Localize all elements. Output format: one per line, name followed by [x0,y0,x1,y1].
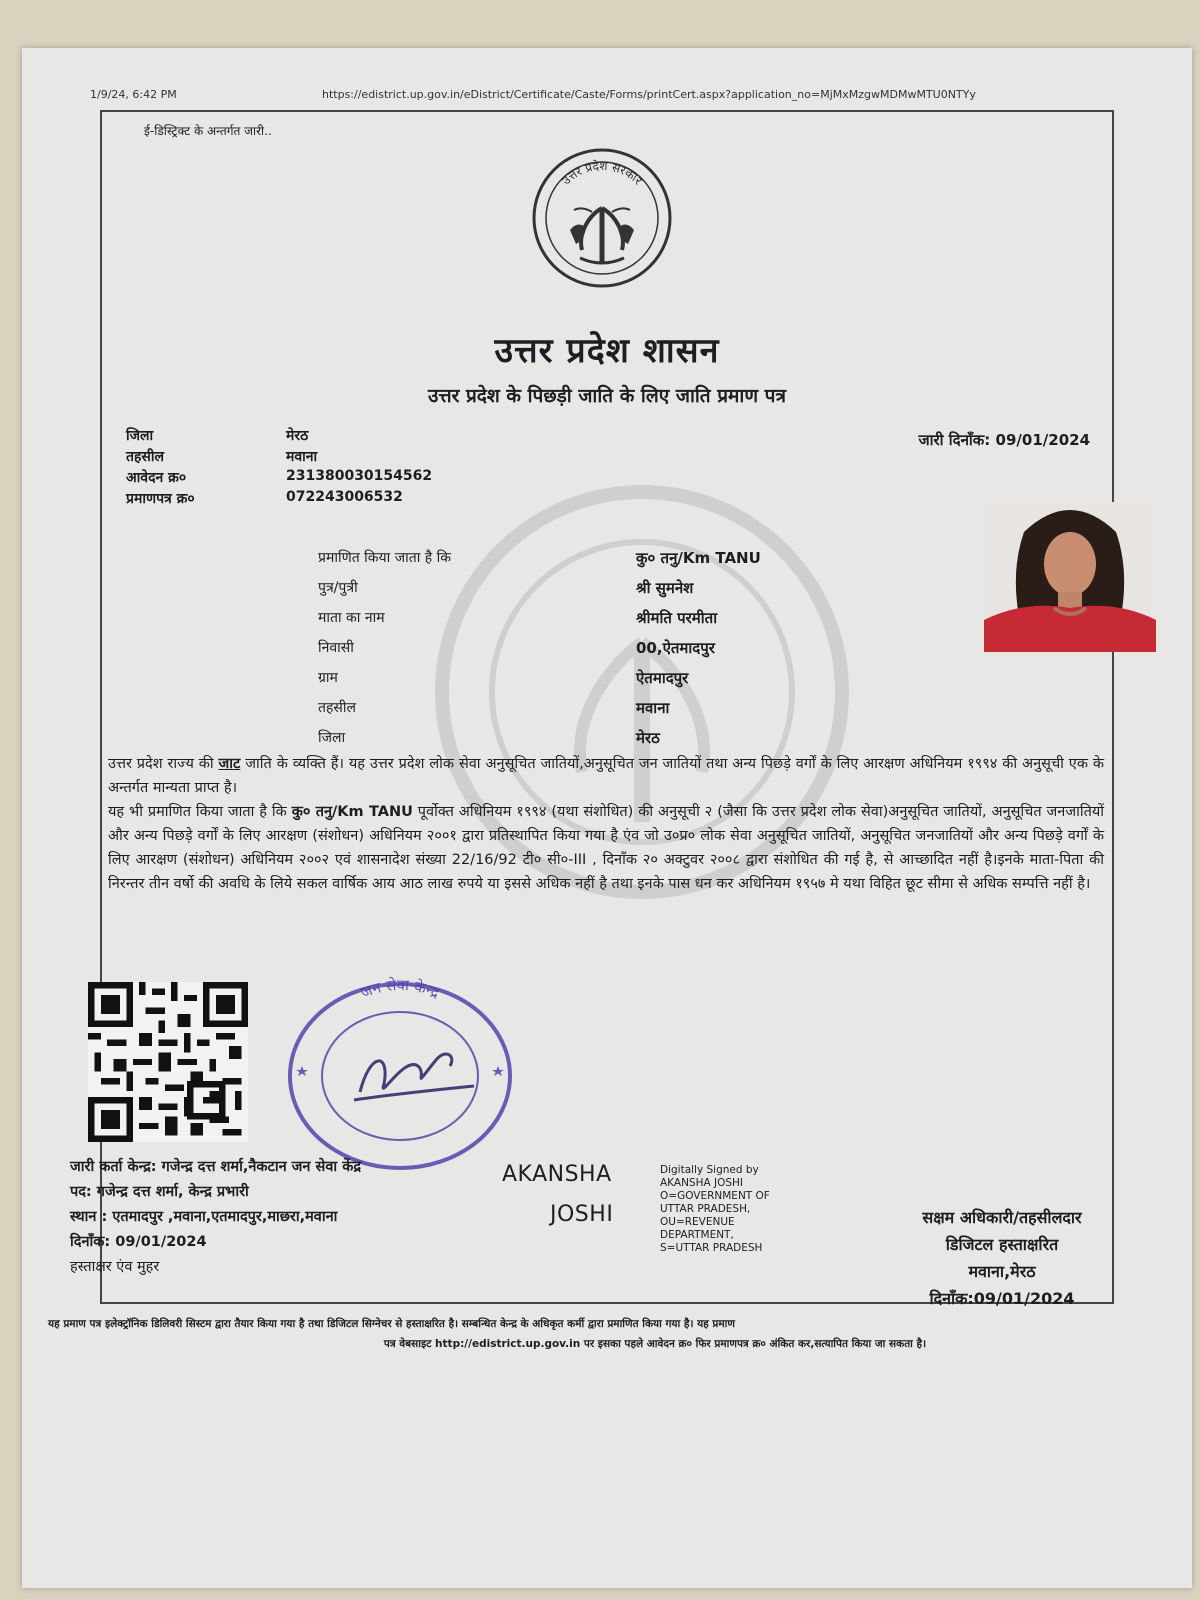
meta-label: जिला [126,428,154,444]
issuer-post: पद: गजेन्द्र दत्त शर्मा, केन्द्र प्रभारी [70,1184,249,1200]
caste-paragraph [108,752,1104,800]
officer-date: दिनाँक:09/01/2024 [929,1289,1075,1308]
detail-label: जिला [318,730,346,746]
meta-row-application-no [126,468,546,489]
detail-value: ऐतमादपुर [636,669,689,687]
issuer-centre: जारी कर्ता केन्द्र: गजेन्द्र दत्त शर्मा,नैकटान जन सेवा केंद्र [70,1159,362,1175]
detail-value: श्री सुमनेश [636,579,694,597]
digital-signature-details [660,1164,770,1255]
detail-row-father [318,578,878,608]
meta-value: 231380030154562 [286,468,433,484]
print-timestamp: 1/9/24, 6:42 PM [90,88,177,101]
meta-value: मवाना [286,449,318,465]
digital-sign-line: DEPARTMENT, [660,1229,734,1241]
competent-officer [872,1206,1132,1314]
issued-under-note: ई-डिस्ट्रिक्ट के अन्तर्गत जारी.. [144,124,272,138]
emblem-text: उत्तर प्रदेश सरकार [559,158,646,188]
detail-value: कु० तनु/Km TANU [636,549,761,567]
digital-sign-line: S=UTTAR PRADESH [660,1242,763,1254]
meta-value: 072243006532 [286,489,403,505]
issuing-centre [70,1156,361,1281]
detail-value: 00,ऐतमादपुर [636,639,715,657]
application-meta [126,426,546,510]
detail-row-mother [318,608,878,638]
svg-text:उत्तर प्रदेश सरकार [559,159,646,188]
meta-label: प्रमाणपत्र क्र० [126,491,195,507]
detail-value: मवाना [636,699,670,717]
detail-row-tehsil [318,698,878,728]
meta-label: आवेदन क्र० [126,470,187,486]
digital-sign-line: UTTAR PRADESH, [660,1203,751,1215]
certificate-body [108,752,1104,896]
detail-label: पुत्र/पुत्री [318,580,358,596]
officer-place: मवाना,मेरठ [968,1262,1036,1281]
digital-signature-name [502,1162,613,1242]
issue-date [918,430,1090,450]
issue-date-value: 09/01/2024 [995,431,1090,449]
officer-title: सक्षम अधिकारी/तहसीलदार [922,1208,1082,1227]
centre-seal-stamp [272,972,528,1172]
up-government-emblem-icon [530,146,674,290]
issuer-sign-label: हस्ताक्षर एंव मुहर [70,1259,160,1275]
para1-prefix: उत्तर प्रदेश राज्य की [108,756,214,772]
declaration-paragraph [108,800,1104,896]
issuer-date: दिनाँक: 09/01/2024 [70,1234,207,1250]
para2-rest: पूर्वोक्त अधिनियम १९९४ (यथा संशोधित) की अनुसूची २ (जैसा कि उत्तर प्रदेश लोक सेवा)अनुसूचित जातियों, अनुसूचित जनजातियों और अन्य पिछड़े वर्गों के लिए आरक्षण (संशोधन) अधिनियम २००१ द्वारा प्रतिस्थापित किया गया है एंव जो उ०प्र० लोक सेवा अनुसूचित जातियों, अनुसूचित जनजातियों और अन्य पिछड़े वर्गों के लिए आरक्षण (संशोधन) अधिनियम २००२ एवं शासनादेश संख्या 22/16/92 टी० सी०-III , दिनाँक २० अक्टुवर २००८ द्वारा संशोधित की गई है, से आच्छादित नहीं है।इनके माता-पिता की निरन्तर तीन वर्षो की अवधि के लिये सकल वार्षिक आय आठ लाख रुपये या इससे अधिक नहीं है तथा इनके पास धन कर अधिनियम १९५७ मे यथा विहित छूट सीमा से अधिक सम्पत्ति नहीं है। [108,804,1105,892]
meta-row-tehsil [126,447,546,468]
signer-first-name: AKANSHA [502,1162,612,1187]
print-url: https://edistrict.up.gov.in/eDistrict/Certificate/Caste/Forms/printCert.aspx?application_no=MjMxMzgwMDMwMTU0NTYy [322,88,976,101]
footer-line-1: यह प्रमाण पत्र इलेक्ट्रॉनिक डिलिवरी सिस्टम द्वारा तैयार किया गया है तथा डिजिटल सिग्नेचर से हस्ताक्षरित है। सम्बन्धित केन्द्र के अधिकृत कर्मी द्वारा प्रमाणित किया गया है। यह प्रमाण [48,1318,735,1330]
detail-label: निवासी [318,640,354,656]
detail-value: मेरठ [636,729,660,747]
print-header [90,88,1172,106]
signer-last-name: JOSHI [550,1202,614,1227]
certificate-sheet [22,48,1192,1588]
applicant-photo [984,502,1156,652]
verification-footer [48,1314,1200,1354]
applicant-details [318,548,878,758]
seal-text: जन सेवा केन्द्र [358,975,443,1003]
footer-line-2: पत्र वेबसाइट http://edistrict.up.gov.in पर इसका पहले आवेदन क्र० फिर प्रमाणपत्र क्र० अंकित कर,सत्यापित किया जा सकता है। [383,1338,927,1350]
meta-row-district [126,426,546,447]
para1-rest: जाति के व्यक्ति हैं। यह उत्तर प्रदेश लोक सेवा अनुसूचित जातियों,अनुसूचित जन जातियों तथा अन्य पिछड़े वर्गों के लिए आरक्षण अधिनियम १९९४ की अनुसूची एक के अन्तर्गत मान्यता प्राप्त है। [108,756,1104,796]
officer-sign: डिजिटल हस्ताक्षरित [945,1235,1059,1254]
detail-label: प्रमाणित किया जाता है कि [318,550,452,566]
certificate-subtitle: उत्तर प्रदेश के पिछड़ी जाति के लिए जाति प्रमाण पत्र [428,385,786,407]
detail-label: तहसील [318,700,356,716]
digital-sign-line: O=GOVERNMENT OF [660,1190,770,1202]
digital-sign-line: Digitally Signed by [660,1164,759,1176]
digital-sign-line: AKANSHA JOSHI [660,1177,744,1189]
certificate-frame [48,110,1114,1350]
issue-date-label: जारी दिनाँक: [918,431,991,449]
svg-text:जन सेवा केन्द्र [358,976,443,1003]
para2-applicant-name: कु० तनु/Km TANU [291,804,413,820]
detail-label: माता का नाम [318,610,385,626]
digital-sign-line: OU=REVENUE [660,1216,735,1228]
meta-label: तहसील [126,449,164,465]
detail-label: ग्राम [318,670,338,686]
qr-code-icon [88,982,248,1142]
detail-row-resident [318,638,878,668]
meta-value: मेरठ [286,428,309,444]
meta-row-certificate-no [126,489,546,510]
detail-value: श्रीमति परमीता [636,609,718,627]
detail-row-name [318,548,878,578]
para2-prefix: यह भी प्रमाणित किया जाता है कि [108,804,287,820]
certificate-title: उत्तर प्रदेश शासन [494,331,720,371]
caste-name: जाट [218,756,241,772]
issuer-place: स्थान : एतमादपुर ,मवाना,एतमादपुर,माछरा,मवाना [70,1209,338,1225]
detail-row-village [318,668,878,698]
